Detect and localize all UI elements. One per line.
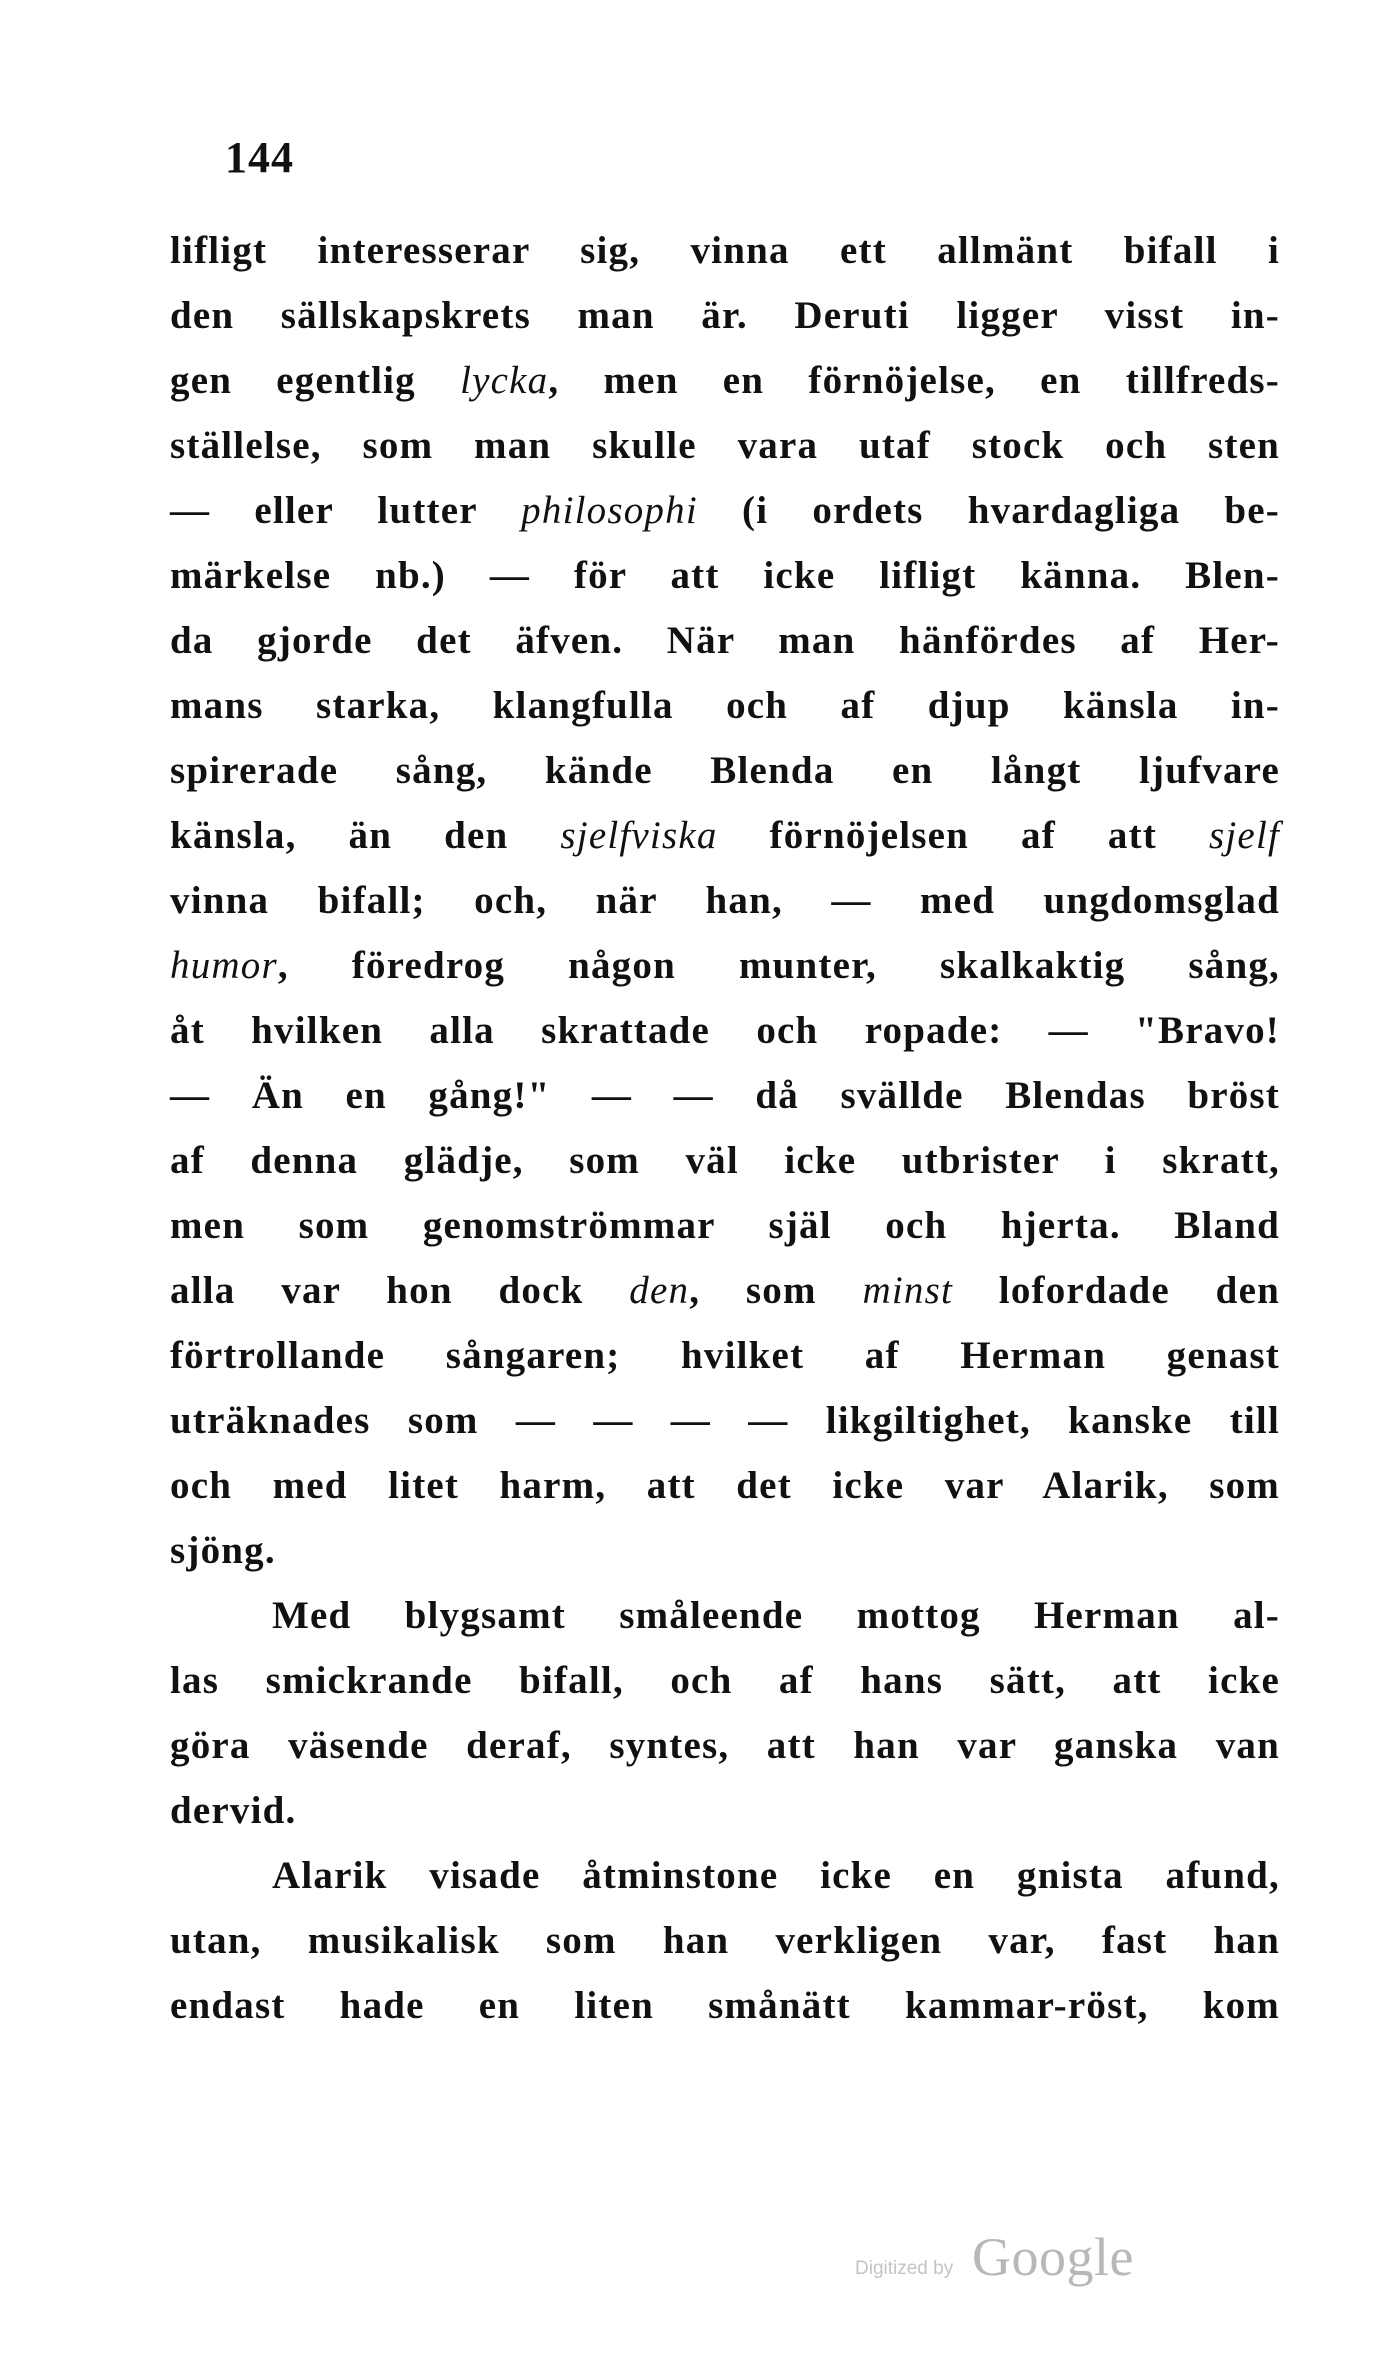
google-logo: Google bbox=[972, 2227, 1134, 2287]
text-segment: och med litet harm, att det icke var Alarik, som bbox=[170, 1464, 1280, 1507]
italic-text: lycka bbox=[460, 359, 549, 402]
text-line bbox=[170, 1583, 1280, 1648]
text-segment: göra väsende deraf, syntes, att han var ganska van bbox=[170, 1724, 1280, 1767]
text-line bbox=[170, 218, 1280, 283]
text-line bbox=[170, 413, 1280, 478]
text-segment: endast hade en liten smånätt kammar-röst, kom bbox=[170, 1984, 1280, 2027]
text-segment: men som genomströmmar själ och hjerta. Bland bbox=[170, 1204, 1280, 1247]
text-line bbox=[170, 1128, 1280, 1193]
italic-text: den bbox=[629, 1269, 690, 1312]
italic-text: humor bbox=[170, 944, 278, 987]
text-line bbox=[170, 868, 1280, 933]
text-line bbox=[170, 1388, 1280, 1453]
text-segment: gen egentlig bbox=[170, 359, 461, 402]
text-line bbox=[170, 1063, 1280, 1128]
text-line bbox=[170, 1258, 1280, 1323]
text-segment: vinna bifall; och, när han, — med ungdomsglad bbox=[170, 879, 1280, 922]
text-segment: sjöng. bbox=[170, 1529, 276, 1572]
italic-text: sjelfviska bbox=[560, 814, 718, 857]
page-number: 144 bbox=[225, 133, 294, 182]
text-segment: dervid. bbox=[170, 1789, 297, 1832]
text-line bbox=[170, 1778, 1280, 1843]
text-segment: åt hvilken alla skrattade och ropade: — "Bravo! bbox=[170, 1009, 1280, 1052]
digitization-stamp bbox=[855, 2227, 1155, 2292]
text-segment: spirerade sång, kände Blenda en långt ljufvare bbox=[170, 749, 1280, 792]
text-line bbox=[170, 478, 1280, 543]
italic-text: minst bbox=[862, 1269, 953, 1312]
text-segment: förnöjelsen af att bbox=[717, 814, 1210, 857]
stamp-prefix: Digitized by bbox=[855, 2258, 954, 2279]
text-line bbox=[170, 738, 1280, 803]
text-line bbox=[170, 1518, 1280, 1583]
text-segment: mans starka, klangfulla och af djup känsla in- bbox=[170, 684, 1280, 727]
text-line bbox=[170, 673, 1280, 738]
text-segment: den sällskapskrets man är. Deruti ligger visst in- bbox=[170, 294, 1280, 337]
text-segment: uträknades som — — — — likgiltighet, kanske till bbox=[170, 1399, 1280, 1442]
text-segment: , föredrog någon munter, skalkaktig sång, bbox=[277, 944, 1280, 987]
text-line bbox=[170, 933, 1280, 998]
body-text bbox=[170, 218, 1280, 2038]
text-line bbox=[170, 1453, 1280, 1518]
text-segment: Med blygsamt småleende mottog Herman al- bbox=[272, 1594, 1280, 1637]
text-segment: (i ordets hvardagliga be- bbox=[697, 489, 1280, 532]
text-segment: lifligt interesserar sig, vinna ett allmänt bifall i bbox=[170, 229, 1280, 272]
text-line bbox=[170, 1843, 1280, 1908]
text-line bbox=[170, 1648, 1280, 1713]
text-segment: af denna glädje, som väl icke utbrister i skratt, bbox=[170, 1139, 1280, 1182]
text-line bbox=[170, 1973, 1280, 2038]
text-line bbox=[170, 283, 1280, 348]
text-segment: ställelse, som man skulle vara utaf stock och sten bbox=[170, 424, 1280, 467]
text-segment: alla var hon dock bbox=[170, 1269, 630, 1312]
text-segment: känsla, än den bbox=[170, 814, 561, 857]
text-segment: märkelse nb.) — för att icke lifligt känna. Blen- bbox=[170, 554, 1280, 597]
text-segment: Alarik visade åtminstone icke en gnista afund, bbox=[272, 1854, 1280, 1897]
text-segment: , som bbox=[689, 1269, 863, 1312]
text-line bbox=[170, 1323, 1280, 1388]
text-line bbox=[170, 608, 1280, 673]
italic-text: philosophi bbox=[521, 489, 698, 532]
text-segment: — Än en gång!" — — då svällde Blendas bröst bbox=[170, 1074, 1280, 1117]
text-line bbox=[170, 803, 1280, 868]
text-line bbox=[170, 1713, 1280, 1778]
text-segment: utan, musikalisk som han verkligen var, fast han bbox=[170, 1919, 1280, 1962]
text-segment: las smickrande bifall, och af hans sätt, att icke bbox=[170, 1659, 1280, 1702]
italic-text: sjelf bbox=[1209, 814, 1281, 857]
text-segment: — eller lutter bbox=[170, 489, 522, 532]
text-segment: förtrollande sångaren; hvilket af Herman genast bbox=[170, 1334, 1280, 1377]
text-segment: , men en förnöjelse, en tillfreds- bbox=[548, 359, 1280, 402]
text-line bbox=[170, 1193, 1280, 1258]
text-line bbox=[170, 1908, 1280, 1973]
text-segment: da gjorde det äfven. När man hänfördes af Her- bbox=[170, 619, 1280, 662]
text-line bbox=[170, 998, 1280, 1063]
text-segment: lofordade den bbox=[953, 1269, 1280, 1312]
text-line bbox=[170, 543, 1280, 608]
text-line bbox=[170, 348, 1280, 413]
